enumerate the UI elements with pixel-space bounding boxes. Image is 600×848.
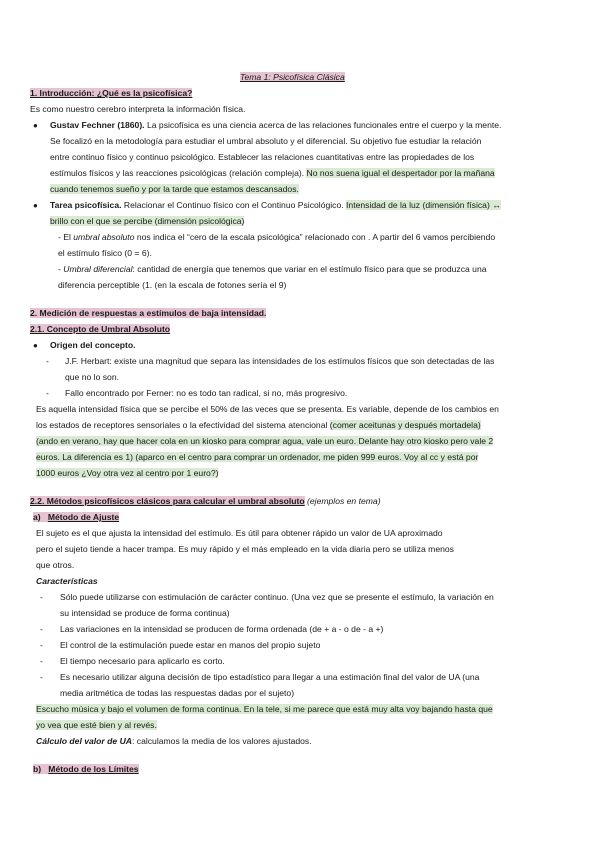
fechner-line-4: estímulos físicos y las reacciones psicológicas (relación compleja). No nos suena igual el despertador por la mañana — [50, 168, 495, 178]
dash-icon: - — [40, 592, 43, 602]
definition-line-4: euros. La diferencia es 1) (aparco en el centro para comprar un ordenador, me piden 999 euros. Voy al cc y está por — [36, 452, 479, 462]
method-a-heading: a) Método de Ajuste — [33, 512, 120, 522]
origen-label: Origen del concepto. — [50, 340, 136, 350]
example-line-1: Escucho música y bajo el volumen de forma continua. En la tele, si me parece que está muy alta voy bajando hasta que — [36, 704, 493, 714]
caracteristica-5-line-2: media aritmética de todas las respuestas dadas por el sujeto) — [60, 688, 295, 698]
definition-line-3: (ando en verano, hay que hacer cola en un kiosko para comprar agua, vale un euro. Delante hay otro kiosko pero vale 2 — [36, 436, 494, 446]
definition-line-5: 1000 euros ¿Voy otra vez al centro por 1 euro?) — [36, 468, 219, 478]
definition-line-1: Es aquella intensidad física que se percibe el 50% de las veces que se presenta. Es variable, depende de los cambios en — [36, 404, 499, 414]
umbral-diferencial-line-2: diferencia perceptible (1. (en la escala de fotones sería el 9) — [58, 280, 287, 290]
caracteristica-5-line-1: Es necesario utilizar alguna decisión de tipo estadístico para llegar a una estimación final del valor de UA (una — [60, 672, 480, 682]
caracteristica-2: Las variaciones en la intensidad se producen de forma ordenada (de + a - o de - a +) — [60, 624, 384, 634]
fechner-line-3: entre continuo físico y continuo psicológico. Establecer las relaciones cuantitativas entre las propiedades de los — [50, 152, 475, 162]
doc-title: Tema 1: Psicofísica Clásica — [240, 72, 345, 82]
ajuste-line-2: pero el sujeto tiende a hacer trampa. Es muy rápido y el más empleado en la vida diaria pero se utiliza menos — [36, 544, 454, 554]
fechner-line-2: Se focalizó en la metodología para estudiar el umbral absoluto y el diferencial. Su objetivo fue estudiar la relación — [50, 136, 482, 146]
herbart-line-2: que no lo son. — [65, 372, 119, 382]
method-b-heading: b) Método de los Límites — [33, 764, 139, 774]
dash-icon: - — [46, 388, 49, 398]
subsection-2-1-heading: 2.1. Concepto de Umbral Absoluto — [30, 324, 171, 334]
example-line-2: yo vea que esté bien y al revés. — [36, 720, 157, 730]
herbart-line-1: J.F. Herbart: existe una magnitud que separa las intensidades de los estímulos físicos que son detectadas de las — [65, 356, 495, 366]
section-2-heading: 2. Medición de respuestas a estímulos de baja intensidad. — [30, 308, 267, 318]
dash-icon: - — [40, 672, 43, 682]
bullet-icon: ● — [33, 201, 38, 210]
ajuste-line-3: que otros. — [36, 560, 75, 570]
definition-line-2: los estados de receptores sensoriales o la efectividad del sistema atencional (comer aceitunas y después mortadela) — [36, 420, 481, 430]
umbral-absoluto-line-2: el estímulo físico (0 = 6). — [58, 248, 152, 258]
tarea-line-1: Tarea psicofísica. Relacionar el Continuo físico con el Continuo Psicológico. Intensidad de la luz (dimensión física) ↔ — [50, 200, 501, 210]
tarea-line-2: brillo con el que se percibe (dimensión psicológica) — [50, 216, 245, 226]
caracteristica-3: El control de la estimulación puede estar en manos del propio sujeto — [60, 640, 321, 650]
dash-icon: - — [46, 356, 49, 366]
bullet-icon: ● — [33, 121, 38, 130]
bullet-icon: ● — [33, 341, 38, 350]
subsection-2-2-heading: 2.2. Métodos psicofísicos clásicos para calcular el umbral absoluto (ejemplos en tema) — [30, 496, 381, 506]
umbral-absoluto-line-1: - El umbral absoluto nos indica el “cero de la escala psicológica” relacionado con . A partir del 6 vamos percibiendo — [58, 232, 496, 242]
fechner-line-5: cuando tenemos sueño y por la tarde que estamos descansados. — [50, 184, 299, 194]
ferner-line: Fallo encontrado por Ferner: no es todo tan radical, si no, más progresivo. — [65, 388, 348, 398]
section-1-heading: 1. Introducción: ¿Qué es la psicofísica? — [30, 88, 193, 98]
ajuste-line-1: El sujeto es el que ajusta la intensidad del estímulo. Es útil para obtener rápido un valor de UA aproximado — [36, 528, 443, 538]
dash-icon: - — [40, 656, 43, 666]
caracteristica-1-line-1: Sólo puede utilizarse con estimulación de carácter continuo. (Una vez que se presente el estímulo, la variación en — [60, 592, 494, 602]
caracteristicas-label: Características — [36, 576, 98, 586]
fechner-line-1: Gustav Fechner (1860). La psicofísica es una ciencia acerca de las relaciones funcionales entre el cuerpo y la mente. — [50, 120, 502, 130]
caracteristica-1-line-2: su intensidad se produce de forma continua) — [60, 608, 230, 618]
intro-text: Es como nuestro cerebro interpreta la información física. — [30, 104, 246, 114]
umbral-diferencial-line-1: - Umbral diferencial: cantidad de energía que tenemos que variar en el estímulo físico para que se produzca una — [58, 264, 487, 274]
dash-icon: - — [40, 624, 43, 634]
dash-icon: - — [40, 640, 43, 650]
caracteristica-4: El tiempo necesario para aplicarlo es corto. — [60, 656, 225, 666]
calculo-line: Cálculo del valor de UA: calculamos la media de los valores ajustados. — [36, 736, 312, 746]
